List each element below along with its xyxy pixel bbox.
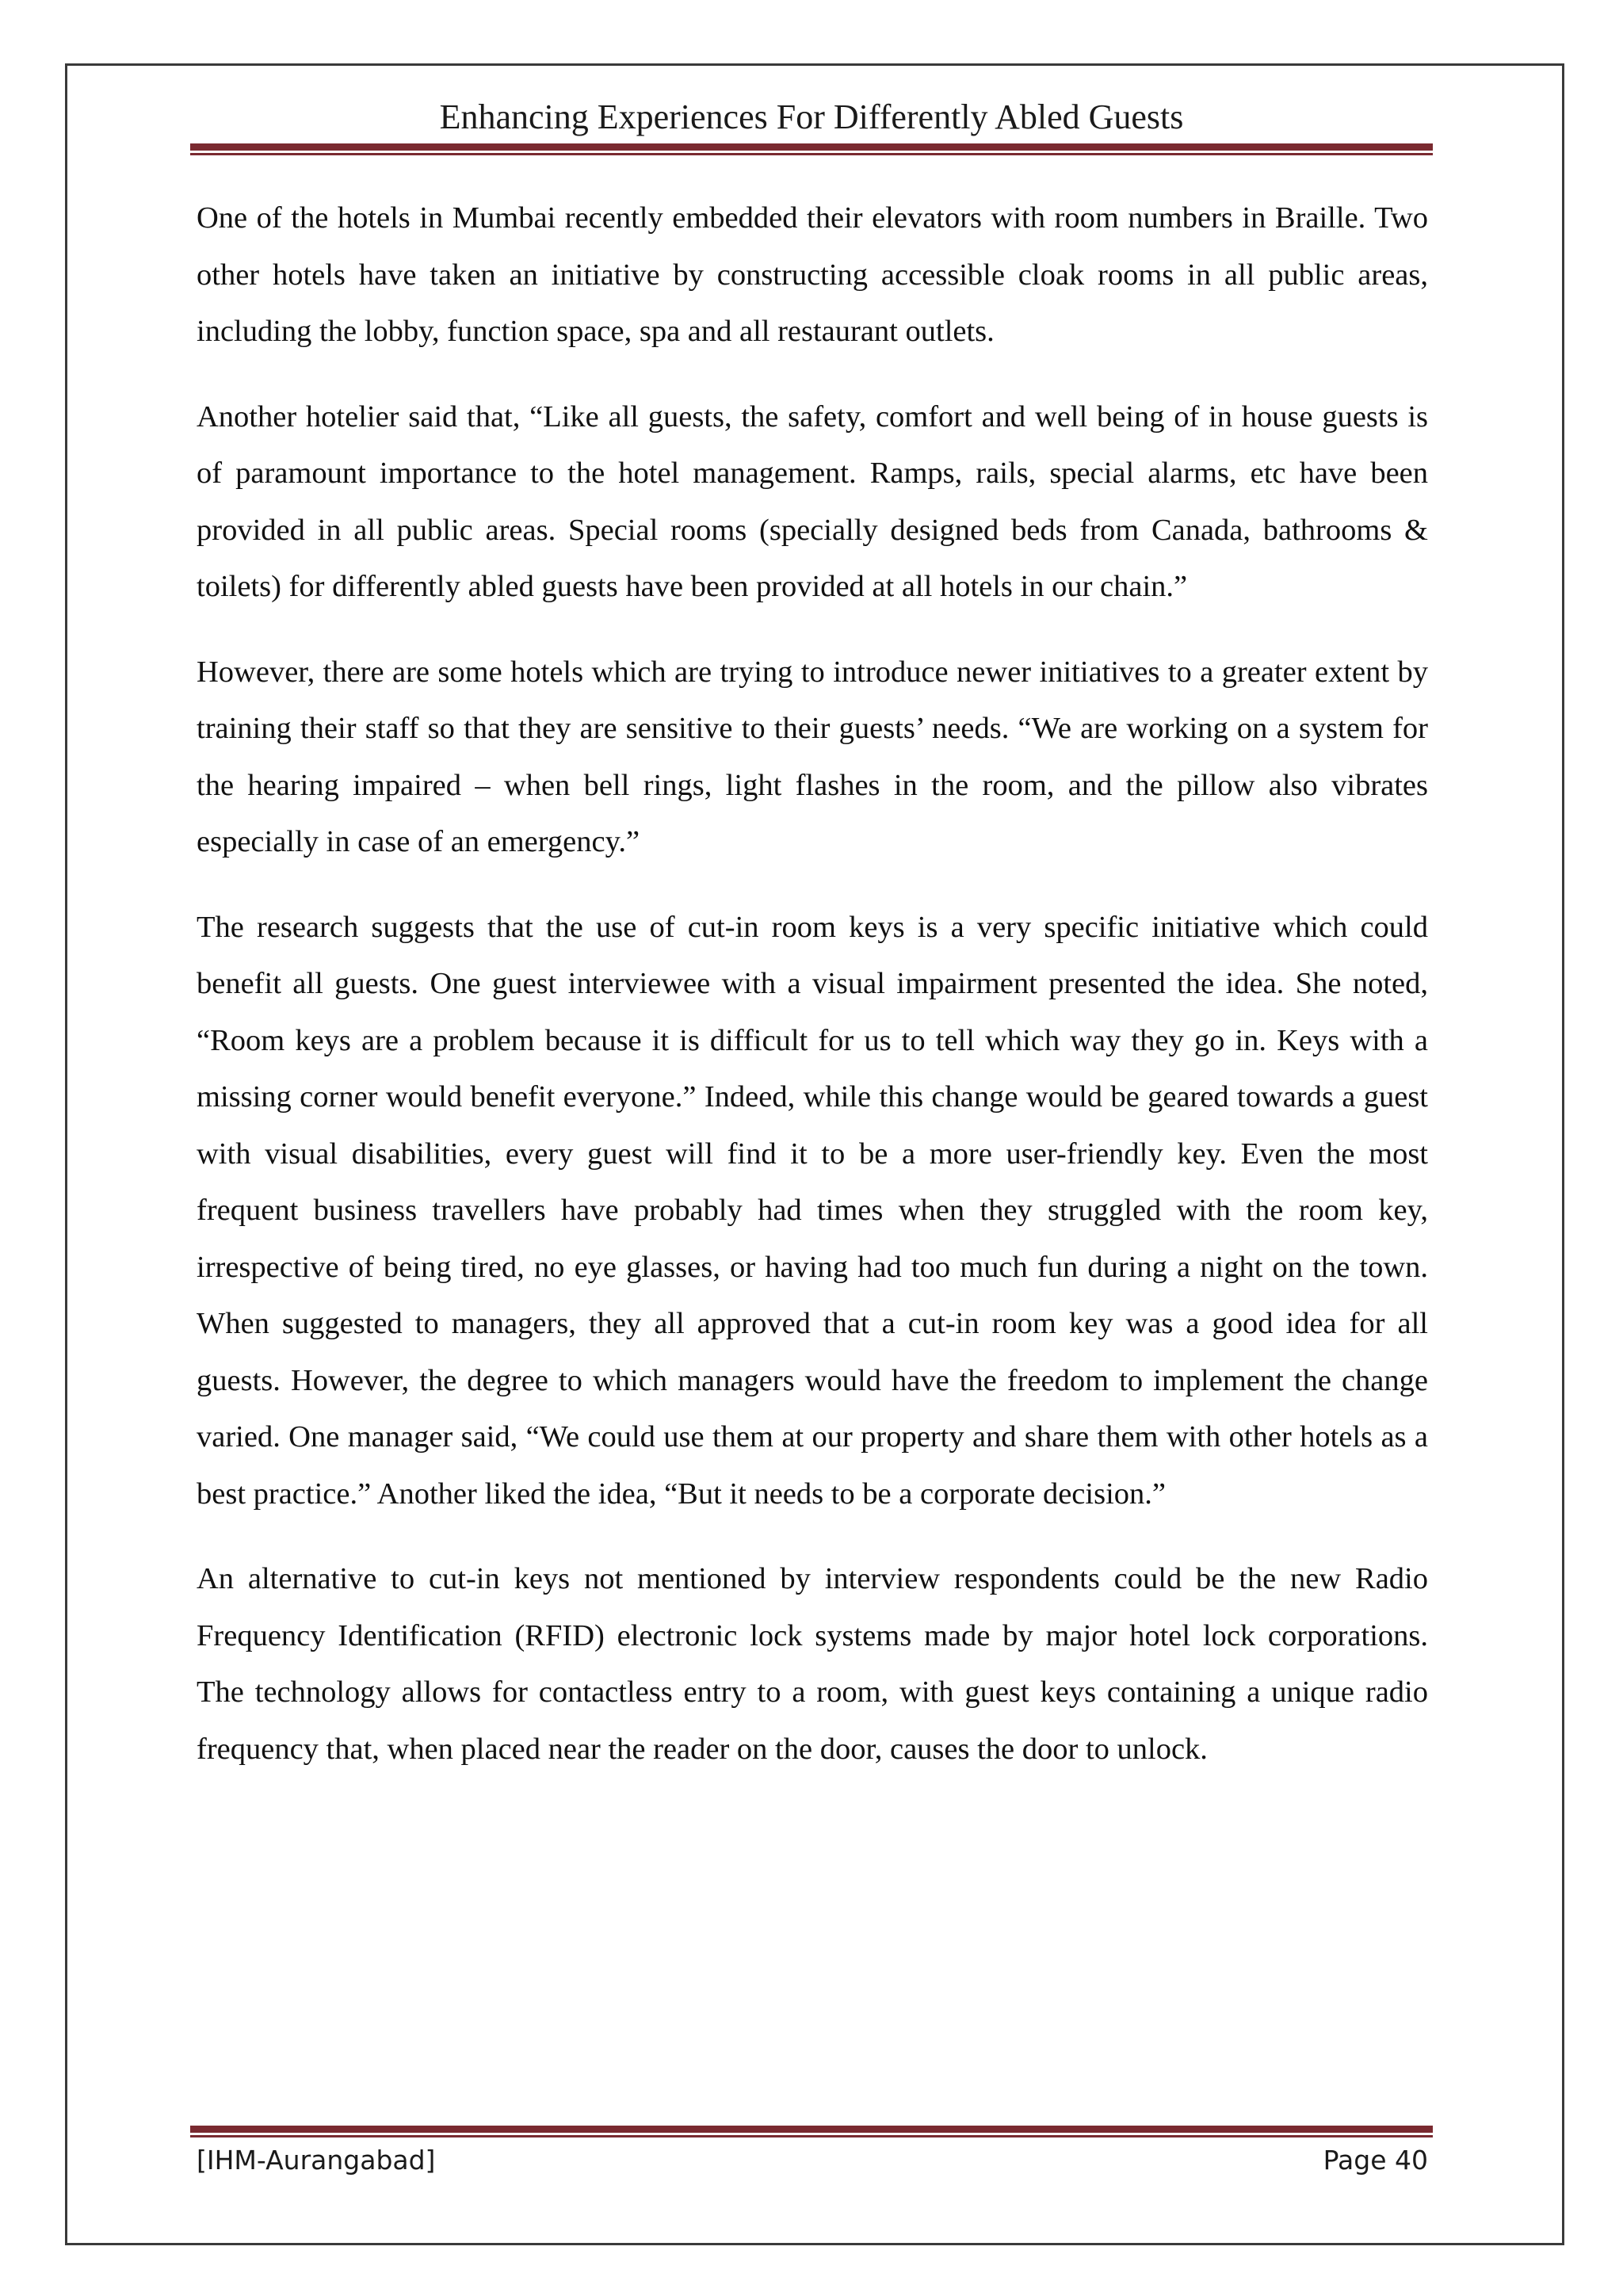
header-rule bbox=[190, 143, 1433, 155]
body-text bbox=[197, 190, 1428, 1806]
paragraph: An alternative to cut-in keys not mentioned by interview respondents could be the new Radio Frequency Identification (RFID) electronic lock systems made by major hotel lock corporations. The technology allows for contactless entry to a room, with guest keys containing a unique radio frequency that, when placed near the reader on the door, causes the door to unlock. bbox=[197, 1562, 1428, 1766]
footer-rule bbox=[190, 2126, 1433, 2137]
footer-page-number: Page 40 bbox=[1323, 2145, 1428, 2176]
paragraph: The research suggests that the use of cut-in room keys is a very specific initiative which could benefit all guests. One guest interviewee with a visual impairment presented the idea. She noted, “Room keys are a problem because it is difficult for us to tell which way they go in. Keys with a missing corner would benefit everyone.” Indeed, while this change would be geared towards a guest with visual disabilities, every guest will find it to be a more user-friendly key. Even the most frequent business travellers have probably had times when they struggled with the room key, irrespective of being tired, no eye glasses, or having had too much fun during a night on the town. When suggested to managers, they all approved that a cut-in room key was a good idea for all guests. However, the degree to which managers would have the freedom to implement the change varied. One manager said, “We could use them at our property and share them with other hotels as a best practice.” Another liked the idea, “But it needs to be a corporate decision.” bbox=[197, 910, 1428, 1511]
paragraph: However, there are some hotels which are trying to introduce newer initiatives to a greater extent by training their staff so that they are sensitive to their guests’ needs. “We are working on a system for the hearing impaired – when bell rings, light flashes in the room, and the pillow also vibrates especially in case of an emergency.” bbox=[197, 655, 1428, 858]
footer-institution: [IHM-Aurangabad] bbox=[197, 2145, 436, 2176]
paragraph: Another hotelier said that, “Like all guests, the safety, comfort and well being of in house guests is of paramount importance to the hotel management. Ramps, rails, special alarms, etc have been provided in all public areas. Special rooms (specially designed beds from Canada, bathrooms & toilets) for differently abled guests have been provided at all hotels in our chain.” bbox=[197, 399, 1428, 603]
paragraph: One of the hotels in Mumbai recently embedded their elevators with room numbers in Braille. Two other hotels have taken an initiative by constructing accessible cloak rooms in all public areas, including the lobby, function space, spa and all restaurant outlets. bbox=[197, 201, 1428, 348]
page-header-title: Enhancing Experiences For Differently Abled Guests bbox=[439, 97, 1184, 136]
